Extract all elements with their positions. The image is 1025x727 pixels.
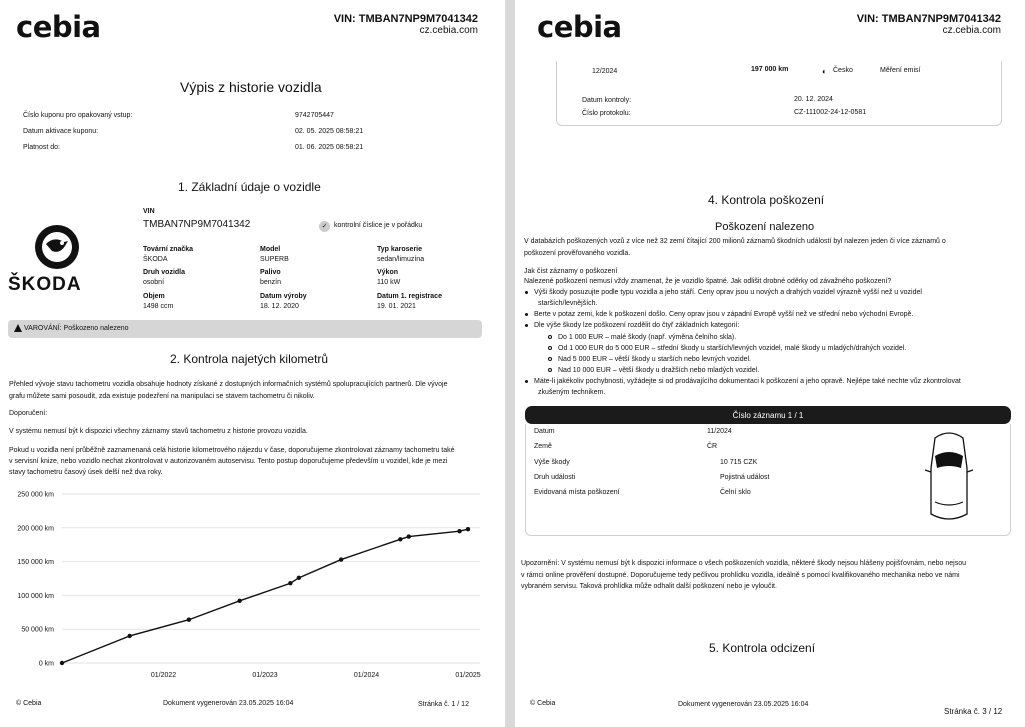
power-label: Výkon: [377, 269, 399, 276]
footer-center: Dokument vygenerován 23.05.2025 16:04: [163, 700, 294, 707]
odometer-intro: Přehled vývoje stavu tachometru vozidla obsahuje hodnoty získané z dostupných informačních systémů spolupracujících partnerů. Dle vývoje: [9, 381, 448, 388]
protocol-value: CZ-111002-24-12-0581: [794, 109, 867, 116]
inspection-date-value: 20. 12. 2024: [794, 96, 833, 103]
y-tick-label: 200 000 km: [17, 525, 54, 533]
brand-value: ŠKODA: [143, 256, 168, 263]
category-4: Nad 10 000 EUR – větší škody u dražších nebo mladých vozidel.: [548, 367, 759, 374]
footer-center: Dokument vygenerován 23.05.2025 16:04: [678, 701, 809, 708]
category-1: Do 1 000 EUR – malé škody (např. výměna čelního skla).: [548, 334, 736, 341]
report-page-1: [0, 0, 505, 727]
mileage-line: [62, 529, 468, 663]
type-label: Druh vozidla: [143, 269, 186, 276]
mileage-point: [127, 634, 131, 638]
body-value: sedan/limuzína: [377, 256, 425, 263]
validity-value: 01. 06. 2025 08:58:21: [295, 144, 364, 151]
capacity-value: 1498 ccm: [143, 303, 174, 310]
vin-check-text: kontrolní číslice je v pořádku: [334, 222, 423, 229]
record-amount-label: Výše škody: [534, 459, 570, 466]
mileage-point: [398, 537, 402, 541]
mileage-point: [187, 618, 191, 622]
site-link[interactable]: cz.cebia.com: [419, 25, 478, 36]
coupon-label: Číslo kuponu pro opakovaný vstup:: [23, 112, 133, 119]
cebia-logo: cebia: [537, 10, 622, 44]
flag-icon: ◐: [822, 67, 827, 76]
bullet-1b: starších/levnějších.: [538, 300, 598, 307]
bullet-1: Výši škody posuzujte podle typu vozidla a jeho stáří. Ceny oprav jsou u nových a drahých vozidel výrazně vyšší než u vozidel: [525, 289, 922, 296]
bullet-4: Máte-li jakékoliv pochybnosti, vyžádejte si od prodávajícího dokumentaci k poškození a jeho opravě. Nejlépe také nechte vůz zkontrolovat: [525, 378, 961, 385]
vin-value: TMBAN7NP9M7041342: [143, 219, 251, 230]
check-icon: ✓: [319, 221, 330, 232]
manufacture-value: 18. 12. 2020: [260, 303, 299, 310]
fuel-label: Palivo: [260, 269, 281, 276]
bullet-3: Dle výše škody lze poškození rozdělit do čtyř základních kategorií:: [525, 322, 739, 329]
record-date-value: 11/2024: [707, 428, 732, 435]
mileage-point: [466, 527, 470, 531]
x-tick-label: 01/2023: [252, 672, 278, 679]
vin-header: VIN: TMBAN7NP9M7041342: [333, 13, 478, 25]
y-tick-label: 100 000 km: [17, 592, 54, 600]
damage-intro-2: poškození prověřovaného vozidla.: [524, 250, 631, 257]
footer-page: Stránka č. 3 / 12: [944, 707, 1003, 716]
recommendation-1: V systému nemusí být k dispozici všechny záznamy stavů tachometru z historie provozu vozidla.: [9, 428, 308, 435]
vin-header: VIN: TMBAN7NP9M7041342: [856, 13, 1001, 25]
y-tick-label: 50 000 km: [21, 626, 54, 634]
record-location-value: Čelní sklo: [720, 489, 751, 496]
warning-icon: [14, 324, 22, 332]
section-5-heading: 5. Kontrola odcizení: [709, 641, 816, 655]
mileage-point: [288, 581, 292, 585]
category-3: Nad 5 000 EUR – větší škody u starších nebo levných vozidel.: [548, 356, 751, 363]
section-2-heading: 2. Kontrola najetých kilometrů: [170, 352, 329, 366]
how-to-read-heading: Jak číst záznamy o poškození: [524, 268, 618, 275]
registration-label: Datum 1. registrace: [377, 293, 442, 300]
record-country-label: Země: [534, 443, 552, 450]
odometer-intro-2: grafu můžete sami posoudit, zda existuje podezření na manipulaci se stavem tachometru či nikoliv.: [9, 393, 315, 400]
registration-value: 19. 01. 2021: [377, 303, 416, 310]
x-tick-label: 01/2024: [353, 672, 380, 679]
mileage-point: [60, 661, 64, 665]
manufacture-label: Datum výroby: [260, 293, 307, 300]
coupon-value: 9742705447: [295, 112, 334, 119]
record-amount-value: 10 715 CZK: [720, 459, 758, 466]
inspection-row-km: 197 000 km: [751, 66, 789, 73]
inspection-row-country: Česko: [833, 67, 853, 74]
recommendation-2b: v servisní knize, nebo vozidlo nechat zkontrolovat v autorizovaném autoservisu. Tento postup doporučujeme především u vozidel, kde je mezi: [9, 458, 448, 465]
y-tick-label: 150 000 km: [17, 559, 54, 567]
inspection-row-type: Měření emisí: [880, 67, 921, 74]
activation-label: Datum aktivace kuponu:: [23, 128, 99, 135]
activation-value: 02. 05. 2025 08:58:21: [295, 128, 364, 135]
page-title: Výpis z historie vozidla: [180, 79, 322, 95]
section-1-heading: 1. Základní údaje o vozidle: [178, 180, 321, 194]
mileage-point: [457, 529, 461, 533]
site-link[interactable]: cz.cebia.com: [942, 25, 1001, 36]
skoda-logo-text: ŠKODA: [8, 274, 82, 295]
record-header: Číslo záznamu 1 / 1: [525, 406, 1011, 424]
car-diagram-icon: [923, 428, 975, 526]
record-date-label: Datum: [534, 428, 555, 435]
bullet-2: Berte v potaz zemi, kde k poškození došlo. Ceny oprav jsou v západní Evropě vyšší než ve střední nebo východní Evropě.: [525, 311, 913, 318]
y-tick-label: 0 km: [38, 660, 54, 668]
notice-line-2: v rámci online prověření dostupné. Doporučujeme tedy pečlivou prohlídku vozidla, ideálně s pomocí kvalifikovaného mechanika nebo ve námi: [521, 572, 960, 579]
validity-label: Platnost do:: [23, 144, 60, 151]
warning-banner: [8, 320, 482, 338]
notice-line-3: vybraném servisu. Taková prohlídka může odhalit další poškození nebo je vyloučit.: [521, 583, 777, 590]
footer-left: © Cebia: [16, 700, 42, 707]
odometer-chart: [0, 486, 505, 686]
mileage-point: [237, 599, 241, 603]
fuel-value: benzín: [260, 279, 282, 286]
mileage-point: [339, 557, 343, 561]
vin-label: VIN: [143, 208, 155, 215]
record-event-value: Pojistná událost: [720, 474, 770, 481]
record-country-value: ČR: [707, 443, 718, 450]
record-location-label: Evidovaná místa poškození: [534, 489, 620, 496]
brand-label: Tovární značka: [143, 246, 194, 253]
report-page-3: [515, 0, 1025, 727]
record-event-label: Druh události: [534, 474, 576, 481]
footer-page: Stránka č. 1 / 12: [418, 701, 469, 708]
model-label: Model: [260, 246, 281, 253]
recommendation-heading: Doporučení:: [9, 410, 48, 417]
damage-found-heading: Poškození nalezeno: [715, 221, 815, 233]
category-2: Od 1 000 EUR do 5 000 EUR – střední škody u starších/levných vozidel, malé škody u mladých/drahých vozidel.: [548, 345, 906, 352]
type-value: osobní: [143, 279, 165, 286]
skoda-emblem-icon: [34, 224, 80, 270]
damage-intro: V databázích poškozených vozů z více než 32 zemí čítající 200 milionů záznamů škodních událostí byl nalezen jeden či více záznamů o: [524, 238, 946, 245]
x-tick-label: 01/2022: [150, 672, 177, 679]
recommendation-2a: Pokud u vozidla není průběžně zaznamenaná celá historie kilometrového nájezdu v čase, doporučujeme zkontrolovat záznamy tachometru také: [9, 447, 455, 454]
mileage-point: [407, 534, 411, 538]
body-label: Typ karoserie: [377, 246, 423, 253]
capacity-label: Objem: [143, 293, 165, 300]
inspection-row-date: 12/2024: [592, 68, 618, 75]
inspection-date-label: Datum kontroly:: [582, 97, 632, 104]
section-4-heading: 4. Kontrola poškození: [708, 193, 825, 207]
mileage-point: [297, 576, 301, 580]
warning-text: VAROVÁNÍ: Poškozeno nalezeno: [24, 325, 129, 332]
x-tick-label: 01/2025: [455, 672, 481, 679]
protocol-label: Číslo protokolu:: [582, 110, 631, 117]
recommendation-2c: stavy tachometru časový úsek delší než dva roky.: [9, 469, 163, 476]
notice-line-1: Upozornění: V systému nemusí být k dispozici informace o všech poškozeních vozidla, některé škody nejsou hlášeny pojišťovnám, nebo nejsou: [521, 560, 967, 567]
footer-left: © Cebia: [530, 700, 556, 707]
y-tick-label: 250 000 km: [17, 491, 54, 499]
model-value: SUPERB: [260, 256, 289, 263]
power-value: 110 kW: [377, 279, 401, 286]
how-to-read-text: Nalezené poškození nemusí vždy znamenat, že je vozidlo špatné. Jak odlišit drobné oděrky od závažného poškození?: [524, 278, 892, 285]
bullet-4b: zkušeným technikem.: [538, 389, 606, 396]
cebia-logo: cebia: [16, 10, 101, 44]
